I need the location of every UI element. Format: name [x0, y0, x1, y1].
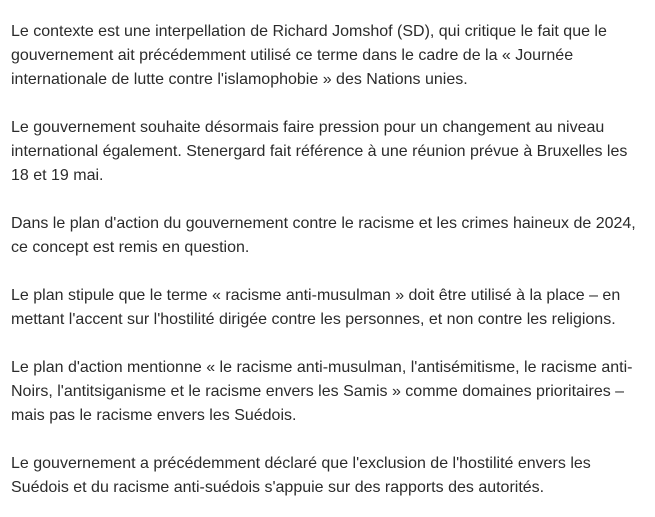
paragraph-line: Dans le plan d'action du gouvernement contre le racisme et les crimes haineux de 2024,	[11, 215, 636, 232]
paragraph-line: Le plan d'action mentionne « le racisme anti-musulman, l'antisémitisme, le racisme anti-	[11, 359, 633, 376]
paragraph-line: Le gouvernement souhaite désormais faire pression pour un changement au niveau	[11, 119, 605, 136]
paragraph-line: Noirs, l'antitsiganisme et le racisme envers les Samis » comme domaines prioritaires –	[11, 383, 625, 400]
paragraph-line: mettant l'accent sur l'hostilité dirigée contre les personnes, et non contre les religions.	[11, 311, 616, 328]
article-body	[11, 20, 647, 500]
paragraph-line: internationale de lutte contre l'islamophobie » des Nations unies.	[11, 71, 468, 88]
paragraph-line: ce concept est remis en question.	[11, 239, 250, 256]
paragraph-context	[11, 20, 647, 92]
paragraph-international-pressure	[11, 116, 647, 188]
paragraph-line: mais pas le racisme envers les Suédois.	[11, 407, 297, 424]
paragraph-line: Le plan stipule que le terme « racisme anti-musulman » doit être utilisé à la place – en	[11, 287, 621, 304]
paragraph-line: gouvernement ait précédemment utilisé ce terme dans le cadre de la « Journée	[11, 47, 574, 64]
paragraph-action-plan	[11, 212, 647, 260]
paragraph-line: Le contexte est une interpellation de Richard Jomshof (SD), qui critique le fait que le	[11, 23, 607, 40]
paragraph-plan-terminology	[11, 284, 647, 332]
paragraph-line: Suédois et du racisme anti-suédois s'appuie sur des rapports des autorités.	[11, 479, 545, 496]
paragraph-government-statement	[11, 452, 647, 500]
paragraph-line: Le gouvernement a précédemment déclaré que l'exclusion de l'hostilité envers les	[11, 455, 591, 472]
paragraph-priority-areas	[11, 356, 647, 428]
paragraph-line: 18 et 19 mai.	[11, 167, 104, 184]
paragraph-line: international également. Stenergard fait référence à une réunion prévue à Bruxelles les	[11, 143, 628, 160]
